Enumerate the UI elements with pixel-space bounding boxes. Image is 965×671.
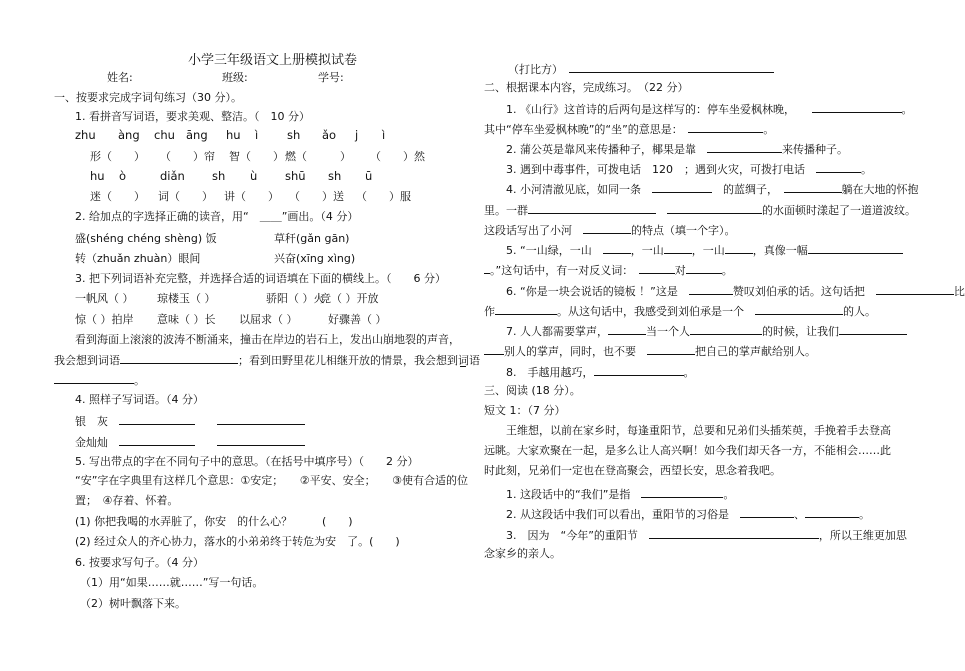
pinyin-7: sh <box>287 128 301 142</box>
q3-passage-2 <box>54 352 480 368</box>
answer-line[interactable] <box>812 101 902 113</box>
answer-line[interactable] <box>608 323 646 335</box>
student-id-label: 学号: <box>318 71 344 84</box>
class-label: 班级: <box>222 71 248 84</box>
reading-question-3b: 念家乡的亲人。 <box>484 547 561 560</box>
answer-line[interactable] <box>707 141 782 153</box>
q2-item-b[interactable]: 草秆(gǎn gān) <box>274 232 350 245</box>
answer-line[interactable] <box>594 364 684 376</box>
r-question-7: 7. 人人都需要掌声， 当一个人 的时候，让我们 <box>506 323 907 339</box>
pinyin-4: āng <box>186 128 208 142</box>
answer-line[interactable] <box>583 222 631 234</box>
answer-line[interactable] <box>876 283 954 295</box>
question-1: 1. 看拼音写词语，要求美观、整洁。（ 10 分） <box>75 110 310 123</box>
idiom-blank[interactable]: 一帆风（ ） <box>75 292 134 305</box>
answer-line[interactable] <box>805 506 859 518</box>
answer-line[interactable] <box>689 283 733 295</box>
answer-line[interactable] <box>603 242 631 254</box>
answer-line[interactable] <box>120 352 238 364</box>
word-blank[interactable]: 形（ ） <box>90 150 145 163</box>
q5-sentence-1: (1) 你把我喝的水弄脏了，你安 的什么心？ <box>75 515 293 528</box>
word-blank[interactable]: （ ）服 <box>356 190 411 203</box>
answer-line[interactable] <box>460 358 466 367</box>
question-6: 6. 按要求写句子。（4 分） <box>75 556 204 569</box>
answer-line[interactable] <box>816 161 861 173</box>
q3-passage-1: 看到海面上滚滚的波涛不断涌来，撞击在岸边的岩石上，发出山崩地裂的声音， <box>75 333 460 346</box>
r-question-2: 2. 蒲公英是靠风来传播种子，椰果是靠 来传播种子。 <box>506 143 848 156</box>
pinyin-13: diǎn <box>160 169 185 183</box>
answer-line[interactable] <box>569 61 774 73</box>
r-question-7b: 别人的掌声，同时，也不要 把自己的掌声献给别人。 <box>484 343 816 359</box>
reading-question-2: 2. 从这段话中我们可以看出，重阳节的习俗是 、 。 <box>506 508 870 521</box>
metaphor-note: （打比方） <box>508 61 774 77</box>
question-2: 2. 给加点的字选择正确的读音，用“ ＿＿”画出。（4 分） <box>75 210 359 223</box>
word-blank[interactable]: （ ）帘 <box>160 150 215 163</box>
answer-line[interactable] <box>639 262 675 274</box>
passage-line-2: 远眺。大家欢聚在一起，是多么让人高兴啊！如今我们却天各一方，不能相会……此 <box>484 444 891 457</box>
word-blank[interactable]: 智（ ） <box>229 150 284 163</box>
answer-line[interactable] <box>119 413 195 425</box>
pinyin-14: sh <box>212 169 226 183</box>
q5-sentence-2: (2) 经过众人的齐心协力，落水的小弟弟终于转危为安 了。( ) <box>75 535 400 548</box>
answer-line[interactable] <box>784 181 842 193</box>
section-1-heading: 一、按要求完成字词句练习（30 分）。 <box>54 91 242 104</box>
r-question-8: 8. 手越用越巧， 。 <box>506 366 695 379</box>
q4-example-b: 金灿灿 <box>75 434 305 450</box>
answer-line[interactable] <box>217 413 305 425</box>
answer-line[interactable] <box>652 181 712 193</box>
r-question-1b: 其中“停车坐爱枫林晚”的“坐”的意思是： 。 <box>484 123 775 136</box>
r-question-3: 3. 遇到中毒事件，可拨电话 120 ；遇到火灾，可拨打电话 。 <box>506 163 872 176</box>
word-blank[interactable]: （ ）然 <box>370 150 425 163</box>
pinyin-5: hu <box>226 128 241 142</box>
reading-question-3: 3. 因为 “今年”的重阳节 ，所以王维更加思 <box>506 529 907 542</box>
section-3-heading: 三、阅读 (18 分）。 <box>484 384 581 397</box>
pinyin-17: sh <box>328 169 342 183</box>
answer-line[interactable] <box>217 434 305 446</box>
pinyin-1: zhu <box>75 128 96 142</box>
word-blank[interactable]: 讲（ ） <box>224 190 279 203</box>
answer-line[interactable] <box>667 202 762 214</box>
question-5: 5. 写出带点的字在不同句子中的意思。（在括号中填序号）（ 2 分） <box>75 455 419 468</box>
word-blank[interactable]: 迷（ ） <box>90 190 145 203</box>
answer-line[interactable] <box>808 242 903 254</box>
q5-definition-2: 置； ④存着、怀着。 <box>75 494 179 507</box>
answer-line[interactable] <box>528 202 656 214</box>
answer-line[interactable] <box>755 303 843 315</box>
passage-line-3: 时此刻，兄弟们一定也在登高聚会，西望长安，思念着我吧。 <box>484 464 781 477</box>
answer-line[interactable] <box>647 343 695 355</box>
idiom-blank[interactable]: 好骤善（ ） <box>328 313 387 326</box>
pinyin-10: ì <box>382 128 386 142</box>
q2-item-a[interactable]: 盛(shéng chéng shèng) 饭 <box>75 232 217 245</box>
idiom-blank[interactable]: 骄阳（ ）火 <box>266 292 325 305</box>
q3-answer-line[interactable]: 。 <box>54 372 145 388</box>
word-blank[interactable]: 词（ ） <box>158 190 213 203</box>
word-blank[interactable]: （ ）送 <box>289 190 344 203</box>
word-blank[interactable]: 燃（ ） <box>285 150 351 163</box>
pinyin-9: j <box>355 128 359 142</box>
pinyin-8: ǎo <box>322 128 337 142</box>
idiom-blank[interactable]: 以屈求（ ） <box>239 313 298 326</box>
q4-example-a: 银 灰 <box>75 413 305 429</box>
question-4: 4. 照样子写词语。（4 分） <box>75 393 204 406</box>
r-question-6b: 作 。从这句话中，我感受到刘伯承是一个 的人。 <box>484 305 876 318</box>
answer-line[interactable] <box>484 343 504 355</box>
answer-line[interactable] <box>495 303 557 315</box>
exam-title: 小学三年级语文上册模拟试卷 <box>188 53 358 68</box>
q2-item-d[interactable]: 兴奋(xīng xìng) <box>274 252 356 265</box>
pinyin-11: hu <box>90 169 105 183</box>
idiom-blank[interactable]: 竞（ ）开放 <box>320 292 379 305</box>
idiom-blank[interactable]: 意味（ ）长 <box>157 313 216 326</box>
r-question-4b: 里。一群 的水面顿时漾起了一道道波纹。 <box>484 204 916 217</box>
q3-prompt-1: 我会想到词语 <box>54 354 120 367</box>
section-2-heading: 二、根据课本内容，完成练习。 （22 分） <box>484 81 689 94</box>
passage-line-1: 王维想，以前在家乡时，每逢重阳节，总要和兄弟们头插茱萸，手挽着手去登高 <box>506 424 891 437</box>
q2-item-c[interactable]: 转（zhuǎn zhuàn）眼间 <box>75 252 201 265</box>
r-question-1: 1. 《山行》这首诗的后两句是这样写的：停车坐爱枫林晚， 。 <box>506 103 913 116</box>
r-question-5b: 。”这句话中，有一对反义词： 对 。 <box>484 262 733 278</box>
answer-line[interactable] <box>664 242 692 254</box>
name-label: 姓名: <box>107 71 133 84</box>
q6-item-2: （2）树叶飘落下来。 <box>80 597 186 610</box>
idiom-blank[interactable]: 琼楼玉（ ） <box>157 292 216 305</box>
answer-line[interactable] <box>725 242 753 254</box>
pinyin-3: chu <box>154 128 175 142</box>
r-question-4: 4. 小河清澈见底，如同一条 的蓝绸子， 躺在大地的怀抱 <box>506 183 919 196</box>
idiom-blank[interactable]: 惊（ ）拍岸 <box>75 313 134 326</box>
answer-line[interactable] <box>690 323 762 335</box>
q5-definition-1: “安”字在字典里有这样几个意思：①安定； ②平安、安全； ③使有合适的位 <box>75 474 468 487</box>
q5-answer-1[interactable]: ( ) <box>322 515 353 528</box>
answer-line[interactable] <box>119 434 195 446</box>
pinyin-16: shū <box>285 169 306 183</box>
pinyin-15: ù <box>250 169 258 183</box>
answer-line[interactable] <box>688 121 763 133</box>
q3-prompt-2: ；看到田野里花儿相继开放的情景，我会想到词语 <box>238 354 480 367</box>
question-3: 3. 把下列词语补充完整，并选择合适的词语填在下面的横线上。（ 6 分） <box>75 272 446 285</box>
pinyin-18: ū <box>365 169 373 183</box>
answer-line[interactable] <box>740 506 794 518</box>
answer-line[interactable] <box>641 486 723 498</box>
r-question-5: 5. “一山绿，一山 ，一山 ，一山 ，真像一幅 <box>506 242 903 258</box>
pinyin-6: ì <box>255 128 259 142</box>
pinyin-2: àng <box>118 128 140 142</box>
answer-line[interactable] <box>649 527 819 539</box>
q6-item-1: （1）用“如果……就……”写一句话。 <box>80 576 264 589</box>
answer-line[interactable] <box>839 323 907 335</box>
r-question-6: 6. “你是一块会说话的镜板 ！”这是 赞叹刘伯承的话。这句话把 比 <box>506 285 965 298</box>
passage-1-label: 短文 1：（7 分） <box>484 404 566 417</box>
answer-line[interactable] <box>686 262 722 274</box>
r-question-4c: 这段话写出了小河 的特点（填一个字）。 <box>484 224 736 237</box>
reading-question-1: 1. 这段话中的“我们”是指 。 <box>506 488 735 501</box>
pinyin-12: ò <box>119 169 127 183</box>
